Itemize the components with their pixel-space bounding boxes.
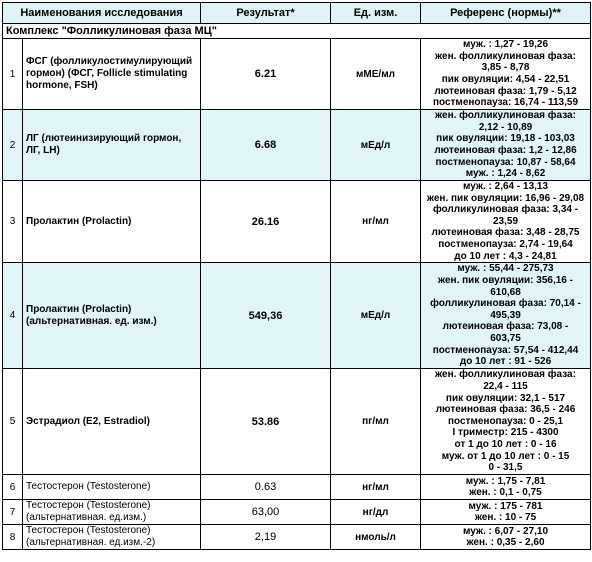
- reference-line: постменопауза: 57,54 - 412,44: [432, 344, 579, 356]
- reference-line: лютеиновая фаза: 36,5 - 246: [435, 404, 576, 416]
- row-number: 5: [3, 369, 23, 475]
- test-reference: [421, 263, 591, 369]
- reference-line: жен. пик овуляции: 356,16 -: [438, 275, 573, 287]
- reference-line: пик овуляции: 32,1 - 517: [445, 392, 566, 404]
- test-result: 53.86: [201, 369, 331, 475]
- table-row: [3, 525, 591, 550]
- column-header-result: Результат*: [201, 3, 331, 24]
- reference-line: лютеиновая фаза: 3,48 - 28,75: [431, 227, 580, 239]
- reference-line: 495,39: [490, 309, 521, 321]
- reference-line: муж. : 1,27 - 19,26: [462, 39, 549, 51]
- reference-line: до 10 лет : 91 - 526: [459, 356, 552, 368]
- test-name: ЛГ (лютеинизирующий гормон, ЛГ, LH): [23, 110, 201, 181]
- test-name: Тестостерон (Testosterone) (альтернативная. ед.изм.): [23, 500, 201, 525]
- test-unit: нмоль/л: [331, 525, 421, 550]
- reference-line: 23,59: [492, 215, 519, 227]
- table-row: [3, 475, 591, 500]
- row-number: 2: [3, 110, 23, 181]
- reference-line: лютеиновая фаза: 1,79 - 5,12: [434, 85, 577, 97]
- results-table: [2, 2, 591, 550]
- test-result: 549,36: [201, 263, 331, 369]
- reference-line: лютеиновая фаза: 73,08 -: [442, 321, 569, 333]
- column-header-reference: Референс (нормы)**: [421, 3, 591, 24]
- row-number: 4: [3, 263, 23, 369]
- test-unit: нг/дл: [331, 500, 421, 525]
- reference-line: 603,75: [490, 333, 521, 345]
- row-number: 8: [3, 525, 23, 550]
- table-row: [3, 181, 591, 263]
- reference-line: лютеиновая фаза: 1,2 - 12,86: [434, 145, 577, 156]
- test-name: Тестостерон (Testosterone) (альтернативная. ед.изм.-2): [23, 525, 201, 550]
- reference-line: муж. : 1,75 - 7,81: [465, 475, 546, 487]
- row-number: 6: [3, 475, 23, 500]
- reference-line: жен. : 0,35 - 2,60: [466, 537, 545, 549]
- reference-line: постменопауза: 10,87 - 58,64: [435, 156, 576, 168]
- test-reference: [421, 181, 591, 263]
- reference-line: постменопауза: 0 - 25,1: [447, 415, 564, 427]
- reference-line: жен. пик овуляции: 16,96 - 29,08: [426, 192, 585, 204]
- test-reference: [421, 369, 591, 475]
- test-unit: мЕд/л: [331, 110, 421, 181]
- table-row: [3, 110, 591, 181]
- reference-line: муж. : 1,24 - 8,62: [465, 168, 546, 180]
- reference-line: 3,85 - 8,78: [481, 62, 530, 74]
- test-name: Пролактин (Prolactin) (альтернативная. ед. изм.): [23, 263, 201, 369]
- row-number: 7: [3, 500, 23, 525]
- reference-line: до 10 лет : 4,3 - 24,81: [454, 250, 557, 262]
- test-reference: [421, 110, 591, 181]
- test-unit: нг/мл: [331, 475, 421, 500]
- column-header-name: Наименования исследования: [3, 3, 201, 24]
- test-reference: [421, 475, 591, 500]
- reference-line: жен. фолликулиновая фаза:: [435, 50, 576, 62]
- reference-line: муж. : 2,64 - 13,13: [462, 181, 549, 192]
- reference-line: муж. : 55,44 - 275,73: [457, 263, 554, 275]
- reference-line: 22,4 - 115: [483, 381, 528, 393]
- reference-line: 0 - 31,5: [488, 462, 523, 474]
- results-table-wrapper: [2, 2, 590, 550]
- test-unit: мМЕ/мл: [331, 39, 421, 110]
- reference-line: 2,12 - 10,89: [478, 121, 533, 133]
- table-row: [3, 263, 591, 369]
- test-reference: [421, 39, 591, 110]
- row-number: 3: [3, 181, 23, 263]
- reference-line: фолликулиновая фаза: 3,34 -: [432, 204, 579, 216]
- test-name: Эстрадиол (E2, Estradiol): [23, 369, 201, 475]
- test-name: ФСГ (фолликулостимулирующий гормон) (ФСГ, Follicle stimulating hormone, FSH): [23, 39, 201, 110]
- reference-line: муж. : 6,07 - 27,10: [462, 525, 549, 537]
- test-reference: [421, 525, 591, 550]
- test-name: Тестостерон (Testosterone): [23, 475, 201, 500]
- test-unit: нг/мл: [331, 181, 421, 263]
- table-row: [3, 39, 591, 110]
- reference-line: 610,68: [490, 286, 521, 298]
- test-result: 6.68: [201, 110, 331, 181]
- reference-line: жен. фолликулиновая фаза:: [435, 369, 576, 381]
- test-unit: мЕд/л: [331, 263, 421, 369]
- test-result: 0.63: [201, 475, 331, 500]
- reference-line: жен. : 10 - 75: [474, 512, 537, 524]
- group-title: Комплекс "Фолликулиновая фаза МЦ": [3, 24, 591, 39]
- test-name: Пролактин (Prolactin): [23, 181, 201, 263]
- reference-line: жен. : 0,1 - 0,75: [469, 487, 542, 499]
- reference-line: I триместр: 215 - 4300: [452, 427, 559, 439]
- reference-line: муж. : 175 - 781: [468, 500, 543, 512]
- reference-line: жен. фолликулиновая фаза:: [435, 110, 576, 122]
- test-result: 2,19: [201, 525, 331, 550]
- reference-line: постменопауза: 2,74 - 19,64: [438, 238, 573, 250]
- test-result: 6.21: [201, 39, 331, 110]
- table-header-row: [3, 3, 591, 24]
- row-number: 1: [3, 39, 23, 110]
- reference-line: от 1 до 10 лет : 0 - 16: [454, 439, 557, 451]
- table-row: [3, 369, 591, 475]
- test-unit: пг/мл: [331, 369, 421, 475]
- reference-line: фолликулиновая фаза: 70,14 -: [430, 298, 581, 310]
- test-result: 63,00: [201, 500, 331, 525]
- column-header-unit: Ед. изм.: [331, 3, 421, 24]
- reference-line: постменопауза: 16,74 - 113,59: [432, 97, 579, 109]
- group-row: [3, 24, 591, 39]
- reference-line: муж. от 1 до 10 лет : 0 - 15: [441, 450, 570, 462]
- test-reference: [421, 500, 591, 525]
- test-result: 26.16: [201, 181, 331, 263]
- table-row: [3, 500, 591, 525]
- reference-line: пик овуляции: 19,18 - 103,03: [436, 133, 575, 145]
- reference-line: пик овуляции: 4,54 - 22,51: [441, 74, 570, 85]
